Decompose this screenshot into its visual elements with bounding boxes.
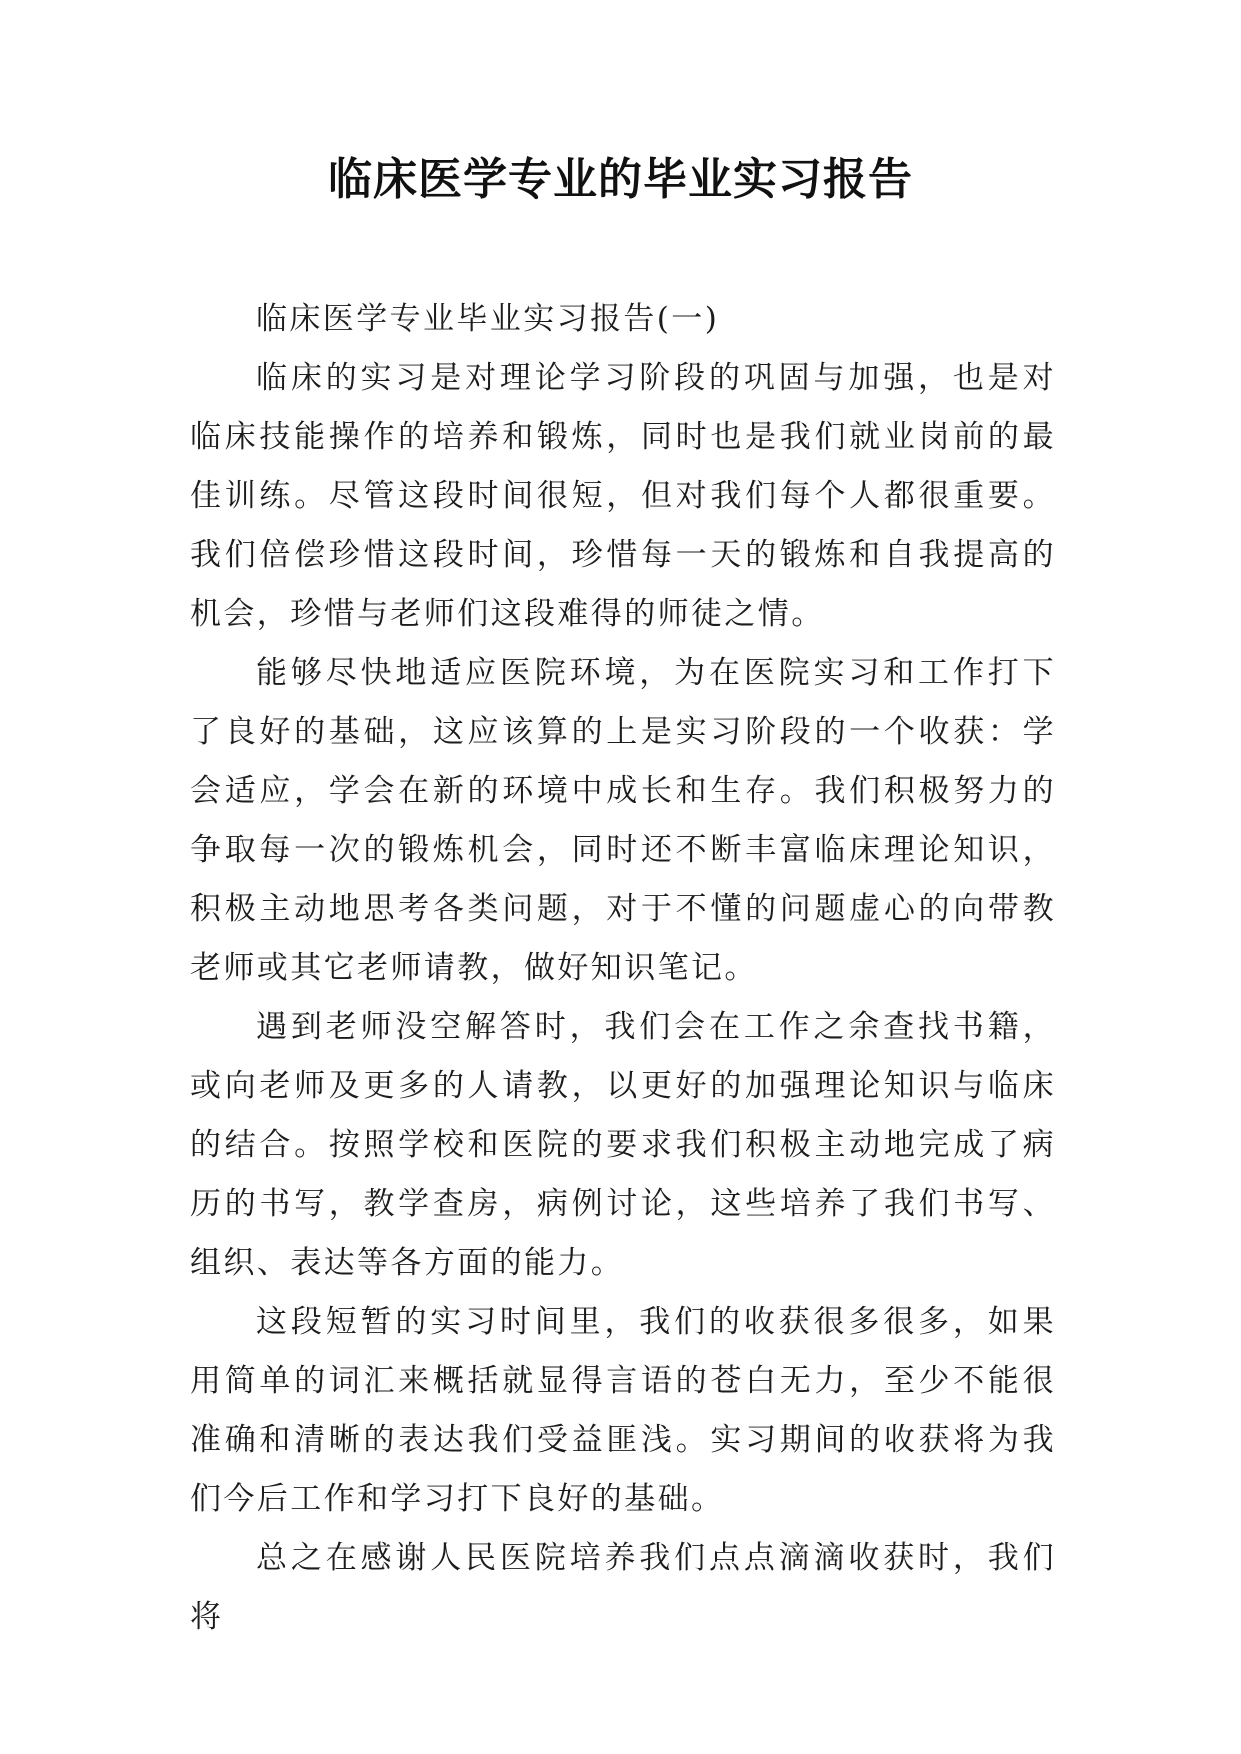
document-title: 临床医学专业的毕业实习报告	[328, 154, 913, 205]
paragraph: 遇到老师没空解答时，我们会在工作之余查找书籍，或向老师及更多的人请教，以更好的加强理论知识与临床的结合。按照学校和医院的要求我们积极主动地完成了病历的书写，教学查房，病例讨论，这些培养了我们书写、组织、表达等各方面的能力。	[190, 1009, 1056, 1281]
paragraph: 能够尽快地适应医院环境，为在医院实习和工作打下了良好的基础，这应该算的上是实习阶段的一个收获：学会适应，学会在新的环境中成长和生存。我们积极努力的争取每一次的锻炼机会，同时还不断丰富临床理论知识，积极主动地思考各类问题，对于不懂的问题虚心的向带教老师或其它老师请教，做好知识笔记。	[190, 655, 1056, 986]
document-body	[190, 290, 1056, 1647]
paragraph: 这段短暂的实习时间里，我们的收获很多很多，如果用简单的词汇来概括就显得言语的苍白无力，至少不能很准确和清晰的表达我们受益匪浅。实习期间的收获将为我们今后工作和学习打下良好的基础。	[190, 1304, 1056, 1517]
paragraph: 总之在感谢人民医院培养我们点点滴滴收获时，我们将	[190, 1540, 1056, 1635]
paragraph: 临床的实习是对理论学习阶段的巩固与加强，也是对临床技能操作的培养和锻炼，同时也是我们就业岗前的最佳训练。尽管这段时间很短，但对我们每个人都很重要。我们倍偿珍惜这段时间，珍惜每一天的锻炼和自我提高的机会，珍惜与老师们这段难得的师徒之情。	[190, 360, 1056, 632]
report-subtitle: 临床医学专业毕业实习报告(一)	[256, 301, 720, 337]
